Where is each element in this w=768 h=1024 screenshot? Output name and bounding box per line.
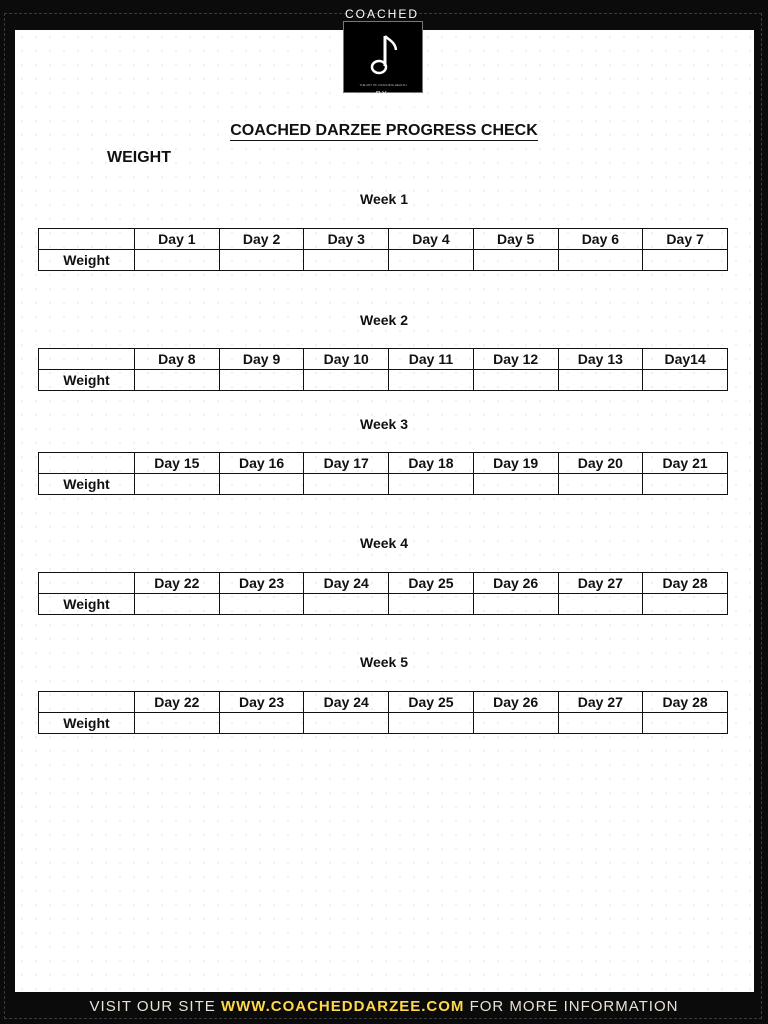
website-link[interactable]: WWW.COACHEDDARZEE.COM bbox=[220, 998, 465, 1015]
weight-entry-cell[interactable] bbox=[643, 474, 728, 495]
week-title: Week 2 bbox=[360, 312, 408, 328]
day-header: Day 28 bbox=[643, 692, 728, 713]
week-title: Week 4 bbox=[360, 535, 408, 551]
day-header: Day 17 bbox=[304, 453, 389, 474]
day-header: Day 7 bbox=[643, 229, 728, 250]
weight-entry-cell[interactable] bbox=[558, 370, 643, 391]
day-header: Day 8 bbox=[135, 349, 220, 370]
day-header: Day 2 bbox=[219, 229, 304, 250]
table-corner-cell bbox=[39, 453, 135, 474]
logo-bottom-text bbox=[337, 91, 427, 111]
weight-entry-cell[interactable] bbox=[389, 370, 474, 391]
day-header: Day 19 bbox=[473, 453, 558, 474]
weight-entry-cell[interactable] bbox=[558, 713, 643, 734]
weight-entry-cell[interactable] bbox=[473, 250, 558, 271]
week-title: Week 3 bbox=[360, 416, 408, 432]
day-header: Day 25 bbox=[389, 692, 474, 713]
weight-entry-cell[interactable] bbox=[473, 594, 558, 615]
week-title: Week 5 bbox=[360, 654, 408, 670]
footer-banner bbox=[0, 998, 768, 1015]
weight-entry-cell[interactable] bbox=[643, 594, 728, 615]
weight-entry-cell[interactable] bbox=[389, 594, 474, 615]
logo-top-text: COACHED bbox=[344, 7, 419, 21]
day-header: Day 15 bbox=[135, 453, 220, 474]
weight-entry-cell[interactable] bbox=[304, 713, 389, 734]
day-header: Day 9 bbox=[219, 349, 304, 370]
day-header: Day 23 bbox=[219, 692, 304, 713]
row-label: Weight bbox=[39, 370, 135, 391]
weight-entry-cell[interactable] bbox=[558, 474, 643, 495]
section-subtitle: WEIGHT bbox=[107, 149, 171, 166]
weight-entry-cell[interactable] bbox=[558, 250, 643, 271]
day-header: Day 4 bbox=[389, 229, 474, 250]
weight-entry-cell[interactable] bbox=[135, 370, 220, 391]
table-corner-cell bbox=[39, 349, 135, 370]
week-title: Week 1 bbox=[360, 191, 408, 207]
day-header: Day 13 bbox=[558, 349, 643, 370]
weight-entry-cell[interactable] bbox=[135, 713, 220, 734]
day-header: Day 20 bbox=[558, 453, 643, 474]
weight-entry-cell[interactable] bbox=[304, 250, 389, 271]
table-header-row bbox=[39, 453, 728, 474]
weight-entry-cell[interactable] bbox=[219, 594, 304, 615]
brand-logo bbox=[339, 0, 425, 110]
day-header: Day 22 bbox=[135, 573, 220, 594]
row-label: Weight bbox=[39, 713, 135, 734]
weight-entry-cell[interactable] bbox=[473, 713, 558, 734]
table-corner-cell bbox=[39, 573, 135, 594]
table-corner-cell bbox=[39, 229, 135, 250]
day-header: Day 25 bbox=[389, 573, 474, 594]
table-row bbox=[39, 713, 728, 734]
row-label: Weight bbox=[39, 594, 135, 615]
weight-entry-cell[interactable] bbox=[473, 474, 558, 495]
weight-entry-cell[interactable] bbox=[643, 713, 728, 734]
weight-entry-cell[interactable] bbox=[219, 713, 304, 734]
music-note-icon bbox=[344, 22, 422, 92]
weight-entry-cell[interactable] bbox=[643, 250, 728, 271]
day-header: Day 10 bbox=[304, 349, 389, 370]
week-table bbox=[38, 572, 728, 615]
page-title-text: COACHED DARZEE PROGRESS CHECK bbox=[230, 122, 538, 139]
day-header: Day 26 bbox=[473, 573, 558, 594]
weight-entry-cell[interactable] bbox=[304, 370, 389, 391]
day-header: Day 21 bbox=[643, 453, 728, 474]
day-header: Day 3 bbox=[304, 229, 389, 250]
table-row bbox=[39, 594, 728, 615]
day-header: Day 16 bbox=[219, 453, 304, 474]
weight-entry-cell[interactable] bbox=[304, 594, 389, 615]
weight-entry-cell[interactable] bbox=[643, 370, 728, 391]
day-header: Day 28 bbox=[643, 573, 728, 594]
day-header: Day 26 bbox=[473, 692, 558, 713]
weight-entry-cell[interactable] bbox=[219, 370, 304, 391]
footer-suffix: FOR MORE INFORMATION bbox=[464, 998, 679, 1015]
week-table bbox=[38, 452, 728, 495]
logo-box bbox=[343, 21, 423, 93]
day-header: Day 24 bbox=[304, 573, 389, 594]
day-header: Day 22 bbox=[135, 692, 220, 713]
row-label: Weight bbox=[39, 474, 135, 495]
day-header: Day 27 bbox=[558, 573, 643, 594]
day-header: Day14 bbox=[643, 349, 728, 370]
day-header: Day 11 bbox=[389, 349, 474, 370]
table-header-row bbox=[39, 573, 728, 594]
progress-sheet bbox=[15, 30, 754, 992]
weight-entry-cell[interactable] bbox=[219, 250, 304, 271]
weight-entry-cell[interactable] bbox=[219, 474, 304, 495]
week-table bbox=[38, 691, 728, 734]
weight-entry-cell[interactable] bbox=[304, 474, 389, 495]
weight-entry-cell[interactable] bbox=[135, 474, 220, 495]
logo-by-text: BY bbox=[375, 91, 389, 98]
weight-entry-cell[interactable] bbox=[135, 594, 220, 615]
day-header: Day 12 bbox=[473, 349, 558, 370]
weight-entry-cell[interactable] bbox=[389, 250, 474, 271]
day-header: Day 6 bbox=[558, 229, 643, 250]
day-header: Day 24 bbox=[304, 692, 389, 713]
day-header: Day 1 bbox=[135, 229, 220, 250]
day-header: Day 27 bbox=[558, 692, 643, 713]
week-table bbox=[38, 348, 728, 391]
table-row bbox=[39, 370, 728, 391]
table-header-row bbox=[39, 349, 728, 370]
weight-entry-cell[interactable] bbox=[558, 594, 643, 615]
page-title bbox=[0, 122, 768, 140]
weight-entry-cell[interactable] bbox=[135, 250, 220, 271]
logo-brand-name: FOODDARZEE bbox=[339, 99, 425, 110]
table-row bbox=[39, 474, 728, 495]
row-label: Weight bbox=[39, 250, 135, 271]
week-table bbox=[38, 228, 728, 271]
logo-tagline: THE ART OF COACHING HEALTH bbox=[359, 83, 407, 87]
weight-entry-cell[interactable] bbox=[473, 370, 558, 391]
table-row bbox=[39, 250, 728, 271]
weight-entry-cell[interactable] bbox=[389, 474, 474, 495]
day-header: Day 5 bbox=[473, 229, 558, 250]
table-header-row bbox=[39, 229, 728, 250]
weight-entry-cell[interactable] bbox=[389, 713, 474, 734]
footer-prefix: VISIT OUR SITE bbox=[89, 998, 221, 1015]
table-corner-cell bbox=[39, 692, 135, 713]
day-header: Day 23 bbox=[219, 573, 304, 594]
day-header: Day 18 bbox=[389, 453, 474, 474]
table-header-row bbox=[39, 692, 728, 713]
